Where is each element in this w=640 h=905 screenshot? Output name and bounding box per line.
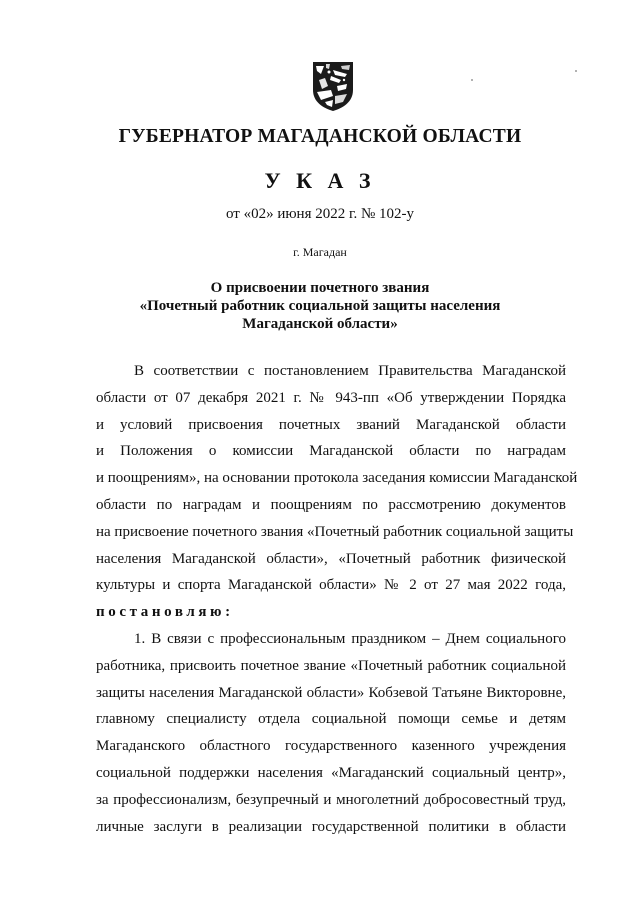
scan-speck xyxy=(575,70,577,72)
body-line: за профессионализм, безупречный и многолетний добросовестный труд, xyxy=(96,791,566,808)
body-line: Магаданского областного государственного казенного учреждения xyxy=(96,738,566,755)
body-line: В соответствии с постановлением Правительства Магаданской xyxy=(134,363,566,379)
decree-heading: У К А З xyxy=(264,168,376,193)
magadan-region-coat-of-arms-icon xyxy=(311,60,355,112)
body-line: населения Магаданской области», «Почетный работник физической xyxy=(96,550,566,567)
subject-line: Магаданской области» xyxy=(242,316,398,332)
subject-line: О присвоении почетного звания xyxy=(210,280,430,296)
body-line: и условий присвоения почетных званий Магаданской области xyxy=(96,416,566,433)
body-line: области по наградам и поощрениям по рассмотрению документов xyxy=(96,496,566,513)
decree-date-number: от «02» июня 2022 г. № 102-у xyxy=(225,206,415,222)
body-line: и поощрениям», на основании протокола заседания комиссии Магаданской xyxy=(96,470,578,487)
body-line: социальной поддержки населения «Магаданский социальный центр», xyxy=(96,764,566,781)
governor-title: ГУБЕРНАТОР МАГАДАНСКОЙ ОБЛАСТИ xyxy=(118,126,522,147)
resolution-word: постановляю: xyxy=(96,604,234,621)
body-line: области от 07 декабря 2021 г. № 943-пп «Об утверждении Порядка xyxy=(96,389,566,406)
subject-line: «Почетный работник социальной защиты населения xyxy=(139,298,501,314)
decree-body xyxy=(96,358,578,840)
body-line: культуры и спорта Магаданской области» № 2 от 27 мая 2022 года, xyxy=(96,577,566,594)
body-line: и Положения о комиссии Магаданской области по наградам xyxy=(96,443,566,460)
body-line: на присвоение почетного звания «Почетный работник социальной защиты xyxy=(96,523,574,540)
decree-subject xyxy=(0,279,640,333)
decree-city: г. Магадан xyxy=(293,245,347,259)
scan-speck xyxy=(471,79,473,81)
body-line: защиты населения Магаданской области» Кобзевой Татьяне Викторовне, xyxy=(96,684,566,701)
body-line: работника, присвоить почетное звание «Почетный работник социальной xyxy=(96,657,566,674)
body-line: 1. В связи с профессиональным праздником – Днем социального xyxy=(134,630,566,647)
body-line: главному специалисту отдела социальной помощи семье и детям xyxy=(96,711,566,728)
body-line: личные заслуги в реализации государственной политики в области xyxy=(96,818,566,835)
